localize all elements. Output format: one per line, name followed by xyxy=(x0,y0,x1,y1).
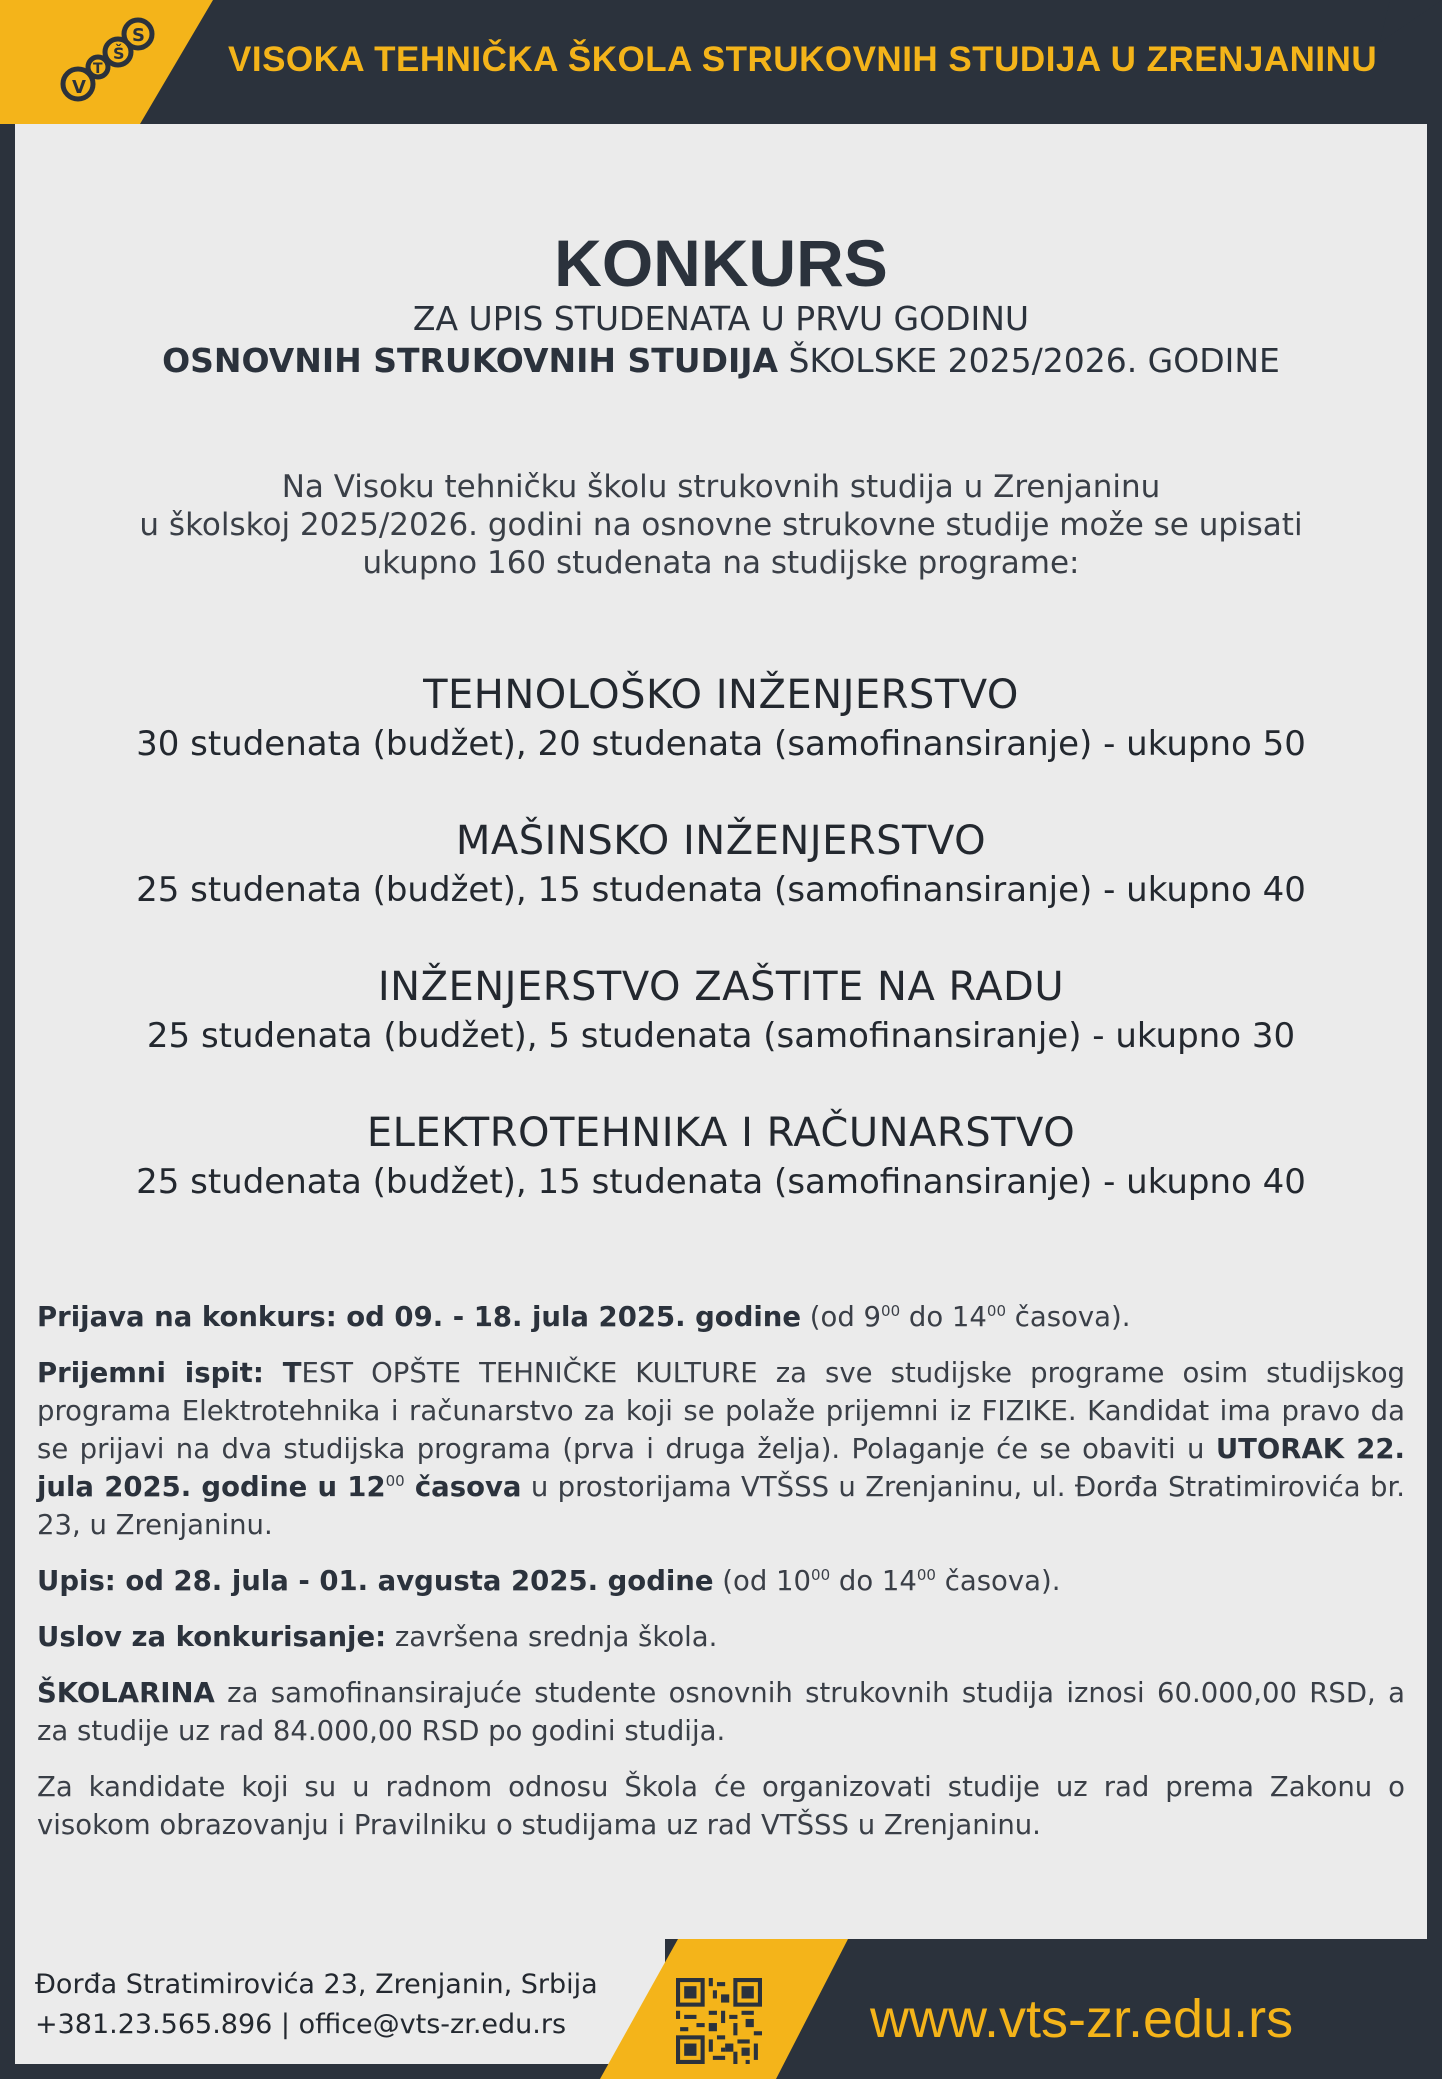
logo-letter-s: S xyxy=(132,25,145,46)
enrollment-period xyxy=(37,1562,1405,1600)
text-fragment: do 14 xyxy=(900,1301,987,1333)
program-name: INŽENJERSTVO ZAŠTITE NA RADU xyxy=(377,964,1065,1010)
program-item xyxy=(15,1107,1427,1253)
eligibility xyxy=(37,1618,1405,1656)
subtitle-line-1: ZA UPIS STUDENATA U PRVU GODINU xyxy=(412,299,1030,338)
content-panel xyxy=(15,124,1427,1939)
text-fragment: u prostorijama VTŠSS u Zrenjaninu, ul. Đorđa Stratimirovića br. 23, u Zrenjaninu. xyxy=(37,1471,1405,1541)
superscript: 00 xyxy=(986,1301,1006,1320)
text-fragment: EST OPŠTE TEHNIČKE KULTURE za sve studijske programe osim studijskog programa Elektrotehnika i računarstvo za koji se polaže prijemni iz FIZIKE. Kandidat ima pravo da se prijavi na dva studijska programa (prva i druga želja). Polaganje će se obaviti u xyxy=(37,1357,1405,1465)
superscript: 00 xyxy=(881,1301,901,1320)
application-period-bold: Prijava na konkurs: od 09. - 18. jula 2025. godine xyxy=(37,1301,802,1333)
intro-line-2: u školskoj 2025/2026. godini na osnovne strukovne studije može se upisati xyxy=(139,507,1303,543)
application-period xyxy=(37,1298,1405,1336)
text-fragment: (od 10 xyxy=(713,1565,812,1597)
logo-letter-s-caron: Š xyxy=(113,44,125,63)
text-fragment: do 14 xyxy=(830,1565,917,1597)
superscript: 00 xyxy=(811,1565,831,1584)
work-study: Za kandidate koji su u radnom odnosu Škola će organizovati studije uz rad prema Zakonu o visokom obrazovanju i Pravilniku o studijama uz rad VTŠSS u Zrenjaninu. xyxy=(37,1771,1405,1841)
info-section xyxy=(37,1298,1405,1862)
program-name: ELEKTROTEHNIKA I RAČUNARSTVO xyxy=(366,1110,1076,1156)
qr-code-icon[interactable] xyxy=(676,1978,762,2064)
program-list xyxy=(15,669,1427,1253)
header-title: VISOKA TEHNIČKA ŠKOLA STRUKOVNIH STUDIJA U ZRENJANINU xyxy=(228,40,1378,79)
eligibility-bold: Uslov za konkurisanje: xyxy=(37,1621,387,1653)
superscript: 00 xyxy=(385,1471,405,1490)
program-detail: 25 studenata (budžet), 15 studenata (samofinansiranje) - ukupno 40 xyxy=(136,1162,1306,1202)
subtitle-line-2 xyxy=(15,340,1427,382)
tuition xyxy=(37,1674,1405,1750)
footer-phone-email[interactable]: +381.23.565.896 | office@vts-zr.edu.rs xyxy=(35,2009,567,2040)
footer-address: Đorđa Stratimirovića 23, Zrenjanin, Srbija xyxy=(35,1969,598,2000)
intro-line-1: Na Visoku tehničku školu strukovnih studija u Zrenjaninu xyxy=(281,469,1161,505)
program-item xyxy=(15,961,1427,1107)
program-detail: 30 studenata (budžet), 20 studenata (samofinansiranje) - ukupno 50 xyxy=(136,724,1306,764)
text-fragment: (od 9 xyxy=(801,1301,882,1333)
program-item xyxy=(15,815,1427,961)
logo-letter-t: T xyxy=(93,61,103,77)
subtitle-bold: OSNOVNIH STRUKOVNIH STUDIJA xyxy=(162,341,779,380)
title-block xyxy=(15,228,1427,382)
tuition-bold: ŠKOLARINA xyxy=(37,1677,215,1709)
text-fragment: završena srednja škola. xyxy=(386,1621,718,1653)
footer-contact-block xyxy=(15,1939,665,2064)
website-link[interactable]: www.vts-zr.edu.rs xyxy=(870,1989,1294,2049)
header xyxy=(0,0,1442,124)
logo-letter-v: V xyxy=(72,77,86,98)
intro-text xyxy=(15,468,1427,582)
exam-time-bold: časova xyxy=(404,1471,522,1503)
program-detail: 25 studenata (budžet), 5 studenata (samofinansiranje) - ukupno 30 xyxy=(146,1016,1296,1056)
page-title: KONKURS xyxy=(554,226,888,300)
text-fragment: časova). xyxy=(1006,1301,1131,1333)
entrance-exam-bold: Prijemni ispit: T xyxy=(37,1357,302,1389)
entrance-exam xyxy=(37,1354,1405,1544)
program-name: TEHNOLOŠKO INŽENJERSTVO xyxy=(423,672,1019,718)
text-fragment: za samofinansirajuće studente osnovnih strukovnih studija iznosi 60.000,00 RSD, a za studije uz rad 84.000,00 RSD po godini studija. xyxy=(37,1677,1405,1747)
school-logo-icon xyxy=(56,12,156,108)
program-item xyxy=(15,669,1427,815)
intro-line-3: ukupno 160 studenata na studijske programe: xyxy=(362,545,1080,581)
text-fragment: časova). xyxy=(935,1565,1061,1597)
program-detail: 25 studenata (budžet), 15 studenata (samofinansiranje) - ukupno 40 xyxy=(136,870,1306,910)
superscript: 00 xyxy=(916,1565,936,1584)
subtitle-rest: ŠKOLSKE 2025/2026. GODINE xyxy=(778,341,1280,380)
enrollment-period-bold: Upis: od 28. jula - 01. avgusta 2025. godine xyxy=(37,1565,714,1597)
exam-date-bold: UTORAK 22. jula 2025. godine u 12 xyxy=(37,1433,1405,1503)
program-name: MAŠINSKO INŽENJERSTVO xyxy=(455,818,987,864)
